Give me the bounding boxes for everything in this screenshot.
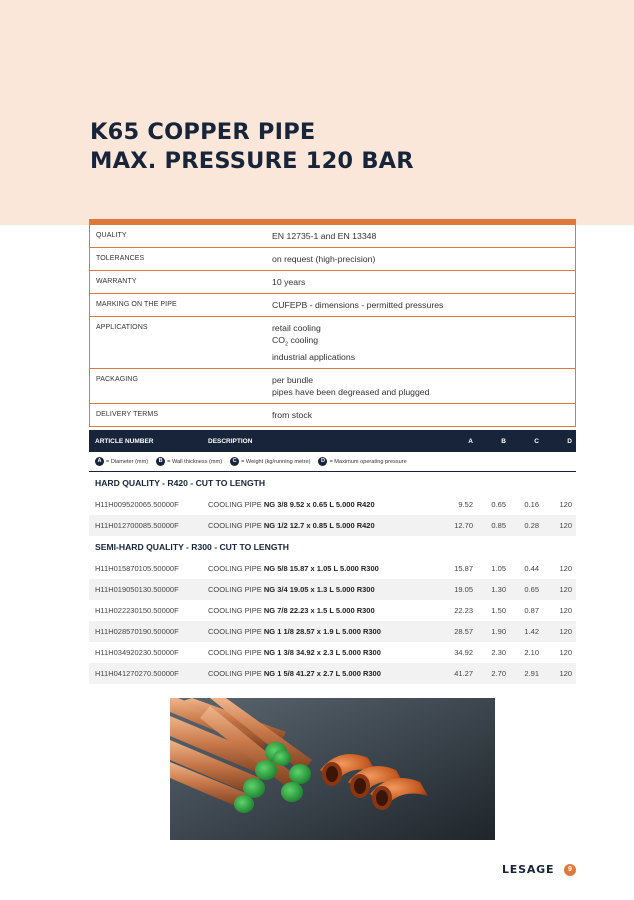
value-cell-c: 0.16 <box>524 500 539 509</box>
table-row <box>89 642 576 663</box>
article-number-cell: H11H015870105.50000F <box>95 564 179 573</box>
legend-text: = Wall thickness (mm) <box>167 458 223 465</box>
spec-row <box>90 403 575 426</box>
description-spec: NG 1 1/8 28.57 x 1.9 L 5.000 R300 <box>263 627 381 636</box>
spec-value-line: 10 years <box>272 277 306 287</box>
description-cell <box>208 648 443 657</box>
description-prefix: COOLING PIPE <box>208 564 262 573</box>
spec-row <box>90 368 575 403</box>
spec-key: PACKAGING <box>96 375 139 383</box>
table-row <box>89 494 576 515</box>
spec-value <box>272 299 575 311</box>
description-prefix: COOLING PIPE <box>208 521 262 530</box>
lesage-logo: LESAGE <box>502 863 555 876</box>
spec-row <box>90 247 575 270</box>
table-row <box>89 515 576 536</box>
legend-text: = Weight (kg/running metre) <box>241 458 311 465</box>
spec-value-line: retail cooling <box>272 323 321 333</box>
article-number-cell: H11H034920230.50000F <box>95 648 179 657</box>
description-spec: NG 1 3/8 34.92 x 2.3 L 5.000 R300 <box>263 648 381 657</box>
description-spec: NG 5/8 15.87 x 1.05 L 5.000 R300 <box>263 564 379 573</box>
table-row <box>89 558 576 579</box>
title-line-1: K65 COPPER PIPE <box>90 119 316 145</box>
description-spec: NG 7/8 22.23 x 1.5 L 5.000 R300 <box>263 606 375 615</box>
product-photo <box>170 698 495 840</box>
article-number-cell: H11H028570190.50000F <box>95 627 179 636</box>
legend-text: = Maximum operating pressure <box>329 458 407 465</box>
section-title: HARD QUALITY - R420 - CUT TO LENGTH <box>95 478 266 488</box>
spec-value <box>272 230 575 242</box>
table-row <box>89 663 576 684</box>
value-cell-a: 12.70 <box>454 521 473 530</box>
description-spec: NG 3/4 19.05 x 1.3 L 5.000 R300 <box>263 585 375 594</box>
value-cell-b: 0.65 <box>491 500 506 509</box>
value-cell-b: 2.70 <box>491 669 506 678</box>
spec-value <box>272 276 575 288</box>
value-cell-a: 9.52 <box>458 500 473 509</box>
section-title: SEMI-HARD QUALITY - R300 - CUT TO LENGTH <box>95 542 290 552</box>
value-cell-b: 1.30 <box>491 585 506 594</box>
spec-value <box>272 409 575 421</box>
value-cell-b: 1.50 <box>491 606 506 615</box>
spec-row <box>90 316 575 368</box>
header-d: D <box>567 437 572 445</box>
description-prefix: COOLING PIPE <box>208 585 262 594</box>
column-legend <box>89 452 576 472</box>
value-cell-b: 0.85 <box>491 521 506 530</box>
value-cell-c: 2.10 <box>524 648 539 657</box>
description-prefix: COOLING PIPE <box>208 606 262 615</box>
product-table-header <box>89 430 576 452</box>
value-cell-d: 120 <box>559 627 572 636</box>
page-number: 9 <box>564 864 576 876</box>
value-cell-c: 2.91 <box>524 669 539 678</box>
value-cell-c: 0.65 <box>524 585 539 594</box>
value-cell-b: 1.05 <box>491 564 506 573</box>
value-cell-c: 0.87 <box>524 606 539 615</box>
legend-text: = Diameter (mm) <box>106 458 149 465</box>
spec-key: TOLERANCES <box>96 255 145 262</box>
description-cell <box>208 669 443 678</box>
spec-value <box>272 374 575 398</box>
spec-key: MARKING ON THE PIPE <box>96 301 177 308</box>
spec-value-line: per bundle <box>272 374 314 385</box>
article-number-cell: H11H019050130.50000F <box>95 585 179 594</box>
value-cell-a: 22.23 <box>454 606 473 615</box>
spec-row <box>90 225 575 247</box>
description-cell <box>208 521 443 530</box>
table-row <box>89 579 576 600</box>
value-cell-c: 0.44 <box>524 564 539 573</box>
title-line-2: MAX. PRESSURE 120 BAR <box>90 148 414 174</box>
legend-item <box>230 457 310 466</box>
value-cell-a: 34.92 <box>454 648 473 657</box>
legend-item <box>318 457 406 466</box>
legend-letter-badge: C <box>230 457 239 466</box>
spec-value-line: pipes have been degreased and plugged <box>272 386 430 397</box>
spec-row <box>90 293 575 316</box>
value-cell-b: 2.30 <box>491 648 506 657</box>
description-spec: NG 3/8 9.52 x 0.65 L 5.000 R420 <box>263 500 375 509</box>
header-c: C <box>534 437 539 445</box>
value-cell-d: 120 <box>559 564 572 573</box>
description-cell <box>208 564 443 573</box>
header-article-number: ARTICLE NUMBER <box>95 437 154 445</box>
spec-key: DELIVERY TERMS <box>96 410 159 418</box>
legend-letter-badge: B <box>156 457 165 466</box>
value-cell-c: 1.42 <box>524 627 539 636</box>
legend-item <box>95 457 148 466</box>
description-spec: NG 1 5/8 41.27 x 2.7 L 5.000 R300 <box>263 669 381 678</box>
value-cell-c: 0.28 <box>524 521 539 530</box>
value-cell-a: 15.87 <box>454 564 473 573</box>
description-cell <box>208 585 443 594</box>
spec-value-line: from stock <box>272 409 313 420</box>
spec-value-line: EN 12735-1 and EN 13348 <box>272 231 377 241</box>
description-prefix: COOLING PIPE <box>208 627 262 636</box>
value-cell-b: 1.90 <box>491 627 506 636</box>
legend-letter-badge: D <box>318 457 327 466</box>
copper-pipes-image <box>170 698 495 840</box>
legend-item <box>156 457 222 466</box>
hero-banner <box>0 0 634 225</box>
article-number-cell: H11H012700085.50000F <box>95 521 179 530</box>
table-row <box>89 621 576 642</box>
legend-letter-badge: A <box>95 457 104 466</box>
product-sections <box>89 472 576 684</box>
spec-value <box>272 322 575 363</box>
article-number-cell: H11H009520065.50000F <box>95 500 179 509</box>
description-prefix: COOLING PIPE <box>208 648 262 657</box>
article-number-cell: H11H041270270.50000F <box>95 669 179 678</box>
spec-value <box>272 253 575 265</box>
value-cell-a: 41.27 <box>454 669 473 678</box>
header-a: A <box>468 437 473 445</box>
value-cell-d: 120 <box>559 648 572 657</box>
description-prefix: COOLING PIPE <box>208 500 262 509</box>
spec-value-line: on request (high-precision) <box>272 254 376 264</box>
value-cell-d: 120 <box>559 606 572 615</box>
header-b: B <box>501 437 506 445</box>
description-spec: NG 1/2 12.7 x 0.85 L 5.000 R420 <box>263 521 375 530</box>
value-cell-a: 19.05 <box>454 585 473 594</box>
spec-value-line: $CO_2$ cooling <box>272 335 319 348</box>
description-cell <box>208 606 443 615</box>
spec-key: APPLICATIONS <box>96 324 148 331</box>
spec-key: QUALITY <box>96 232 127 239</box>
description-prefix: COOLING PIPE <box>208 669 262 678</box>
page-title <box>90 118 414 176</box>
header-description: DESCRIPTION <box>208 437 253 445</box>
value-cell-d: 120 <box>559 585 572 594</box>
description-cell <box>208 627 443 636</box>
product-table <box>89 430 576 684</box>
spec-key: WARRANTY <box>96 278 137 285</box>
spec-value-line: CUFEPB - dimensions - permitted pressures <box>272 300 444 310</box>
description-cell <box>208 500 443 509</box>
spec-table <box>89 219 576 427</box>
spec-value-line: industrial applications <box>272 351 356 362</box>
value-cell-d: 120 <box>559 669 572 678</box>
table-row <box>89 600 576 621</box>
spec-row <box>90 270 575 293</box>
value-cell-a: 28.57 <box>454 627 473 636</box>
article-number-cell: H11H022230150.50000F <box>95 606 179 615</box>
value-cell-d: 120 <box>559 521 572 530</box>
value-cell-d: 120 <box>559 500 572 509</box>
